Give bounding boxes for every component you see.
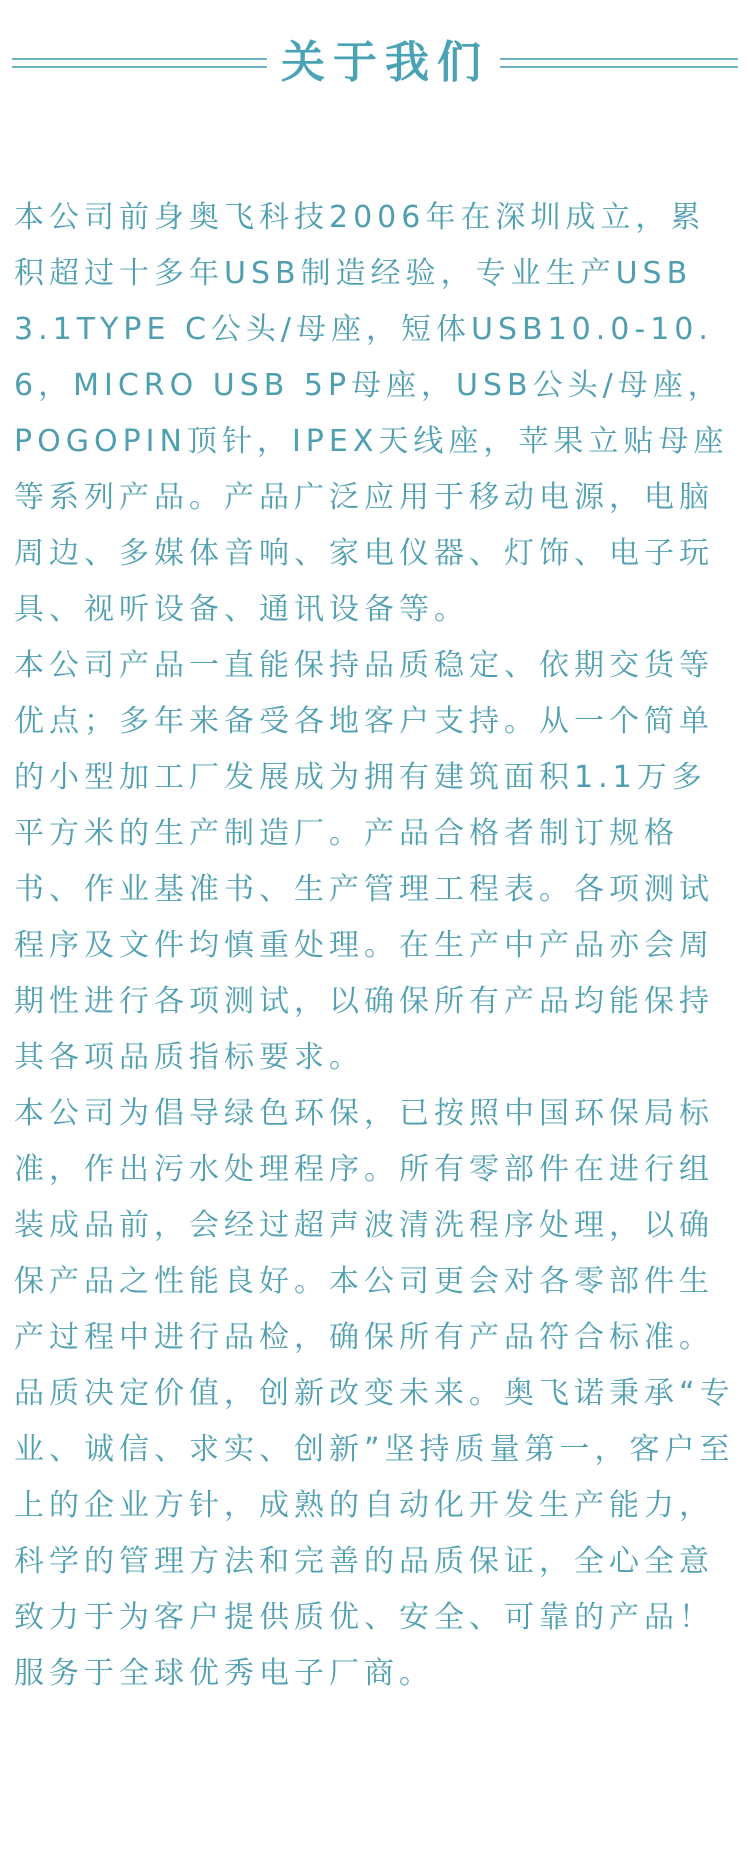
section-header — [0, 18, 750, 98]
header-left-double-rule — [12, 58, 267, 68]
about-paragraph-3: 本公司为倡导绿色环保，已按照中国环保局标准，作出污水处理程序。所有零部件在进行组装成品前，会经过超声波清洗程序处理，以确保产品之性能良好。本公司更会对各零部件生产过程中进行品检，确保所有产品符合标准。品质决定价值，创新改变未来。奥飞诺秉承“专业、诚信、求实、创新”坚持质量第一，客户至上的企业方针，成熟的自动化开发生产能力，科学的管理方法和完善的品质保证，全心全意致力于为客户提供质优、安全、可靠的产品！服务于全球优秀电子厂商。 — [14, 1096, 735, 1691]
header-right-double-rule — [500, 58, 738, 68]
about-paragraph-2: 本公司产品一直能保持品质稳定、依期交货等优点；多年来备受各地客户支持。从一个简单的小型加工厂发展成为拥有建筑面积1.1万多平方米的生产制造厂。产品合格者制订规格书、作业基准书、生产管理工程表。各项测试程序及文件均慎重处理。在生产中产品亦会周期性进行各项测试，以确保所有产品均能保持其各项品质指标要求。 — [14, 648, 714, 1075]
about-paragraph-1: 本公司前身奥飞科技2006年在深圳成立，累积超过十多年USB制造经验，专业生产USB 3.1TYPE C公头/母座，短体USB10.0-10.6，MICRO USB 5P母座，USB公头/母座，POGOPIN顶针，IPEX天线座，苹果立贴母座等系列产品。产品广泛应用于移动电源，电脑周边、多媒体音响、家电仪器、灯饰、电子玩具、视听设备、通讯设备等。 — [14, 200, 729, 627]
page-title: 关于我们 — [281, 37, 489, 88]
about-body — [14, 190, 736, 1702]
